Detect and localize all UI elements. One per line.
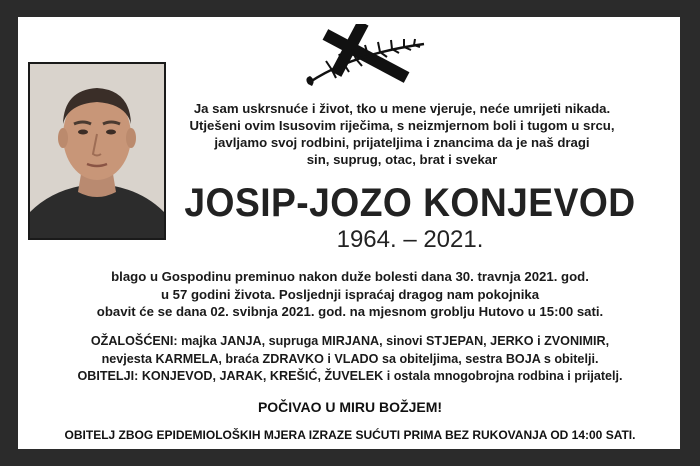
quote-line: javljamo svoj rodbini, prijateljima i znancima da je naš dragi xyxy=(214,135,590,150)
announcement-text xyxy=(20,268,680,321)
portrait-photo xyxy=(28,62,166,240)
mourners-line: OBITELJI: KONJEVOD, JARAK, KREŠIĆ, ŽUVELEK i ostala mnogobrojna rodbina i prijatelj. xyxy=(77,369,623,383)
deceased-name: JOSIP-JOZO KONJEVOD xyxy=(184,181,636,225)
mourners-list xyxy=(20,333,680,386)
condolence-notice: OBITELJ ZBOG EPIDEMIOLOŠKIH MJERA IZRAZE SUĆUTI PRIMA BEZ RUKOVANJA OD 14:00 SATI. xyxy=(64,428,636,442)
announcement-line: obavit će se dana 02. svibnja 2021. god. na mjesnom groblju Hutovo u 15:00 sati. xyxy=(96,304,604,319)
mourners-line: OŽALOŠĆENI: majka JANJA, supruga MIRJANA, sinovi STJEPAN, JERKO i ZVONIMIR, xyxy=(90,334,610,348)
quote-line: sin, suprug, otac, brat i svekar xyxy=(306,152,498,167)
rest-in-peace-text: POČIVAO U MIRU BOŽJEM! xyxy=(257,399,443,415)
life-years: 1964. – 2021. xyxy=(336,226,484,253)
announcement-line: u 57 godini života. Posljednji ispraćaj dragog nam pokojnika xyxy=(160,286,540,302)
opening-quote xyxy=(172,100,632,168)
mourners-line: nevjesta KARMELA, braća ZDRAVKO i VLADO sa obiteljima, sestra BOJA s obitelji. xyxy=(101,351,599,366)
cross-with-palm-branch-icon xyxy=(302,24,430,88)
announcement-line: blago u Gospodinu preminuo nakon duže bolesti dana 30. travnja 2021. god. xyxy=(111,269,589,284)
quote-line: Ja sam uskrsnuće i život, tko u mene vjeruje, neće umrijeti nikada. xyxy=(193,101,611,116)
quote-line: Utješeni ovim Isusovim riječima, s neizmjernom boli i tugom u srcu, xyxy=(189,118,615,133)
